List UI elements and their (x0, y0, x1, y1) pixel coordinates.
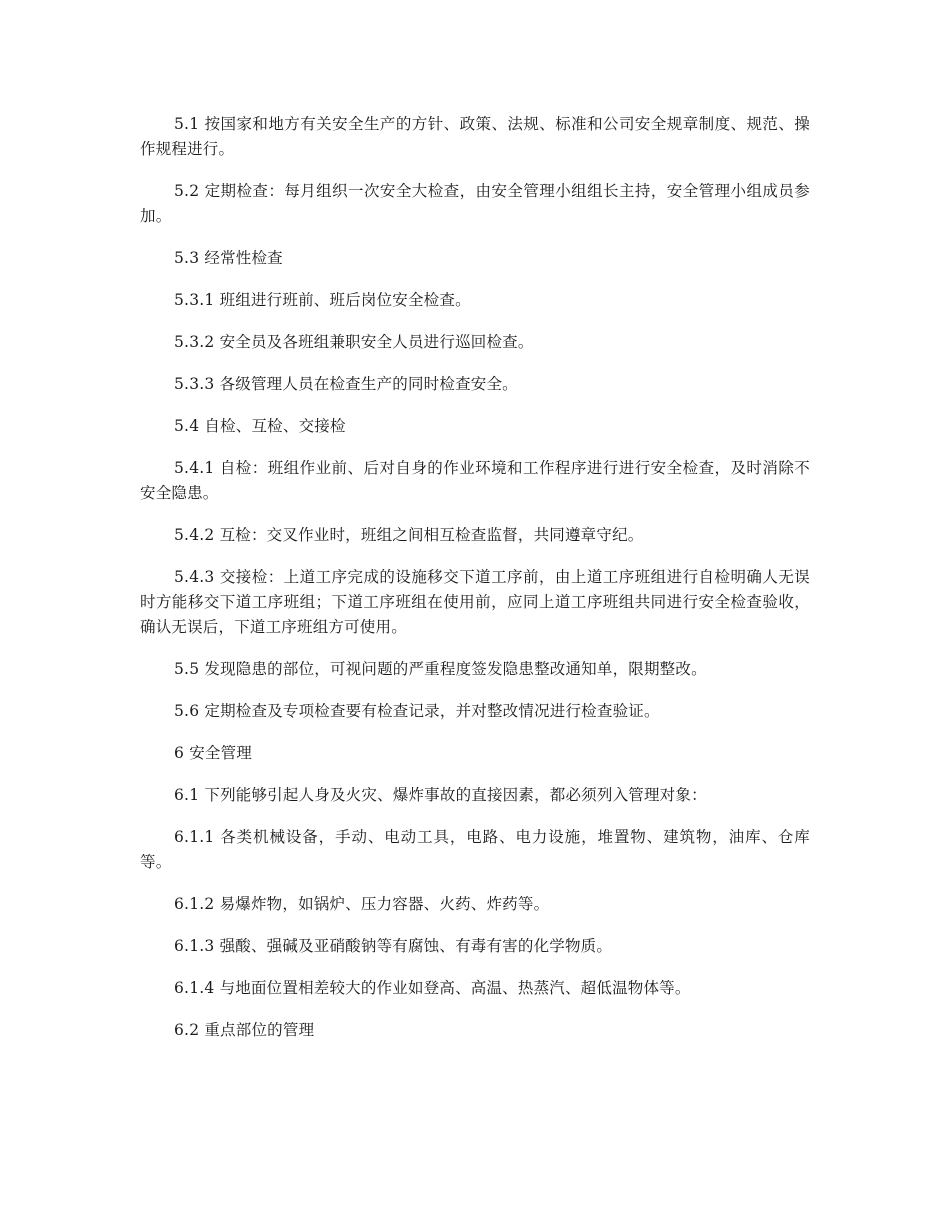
paragraph-5-3-2: 5.3.2 安全员及各班组兼职安全人员进行巡回检查。 (174, 333, 534, 351)
heading-5-4: 5.4 自检、互检、交接检 (174, 417, 346, 435)
paragraph-5-4-2: 5.4.2 互检：交叉作业时，班组之间相互检查监督，共同遵章守纪。 (174, 526, 644, 544)
paragraph-6-1-1: 6.1.1 各类机械设备，手动、电动工具，电路、电力设施，堆置物、建筑物，油库、仓库等。 (140, 828, 810, 871)
paragraph-5-6: 5.6 定期检查及专项检查要有检查记录，并对整改情况进行检查验证。 (174, 702, 660, 720)
document-page (140, 112, 810, 1060)
paragraph-6-1-3: 6.1.3 强酸、强碱及亚硝酸钠等有腐蚀、有毒有害的化学物质。 (174, 937, 613, 955)
paragraph-5-4-1: 5.4.1 自检：班组作业前、后对自身的作业环境和工作程序进行进行安全检查，及时消除不安全隐患。 (140, 459, 810, 502)
heading-5-3: 5.3 经常性检查 (174, 249, 283, 267)
heading-6-2: 6.2 重点部位的管理 (174, 1021, 315, 1039)
paragraph-6-1: 6.1 下列能够引起人身及火灾、爆炸事故的直接因素，都必须列入管理对象： (174, 786, 707, 804)
heading-6: 6 安全管理 (174, 744, 252, 762)
paragraph-5-4-3: 5.4.3 交接检：上道工序完成的设施移交下道工序前，由上道工序班组进行自检明确人无误时方能移交下道工序班组；下道工序班组在使用前，应同上道工序班组共同进行安全检查验收，确认无误后，下道工序班组方可使用。 (140, 568, 810, 636)
paragraph-5-5: 5.5 发现隐患的部位，可视问题的严重程度签发隐患整改通知单，限期整改。 (174, 660, 707, 678)
paragraph-5-1: 5.1 按国家和地方有关安全生产的方针、政策、法规、标准和公司安全规章制度、规范、操作规程进行。 (140, 115, 810, 158)
paragraph-5-2: 5.2 定期检查：每月组织一次安全大检查，由安全管理小组组长主持，安全管理小组成员参加。 (140, 182, 810, 225)
paragraph-6-1-2: 6.1.2 易爆炸物，如锅炉、压力容器、火药、炸药等。 (174, 895, 550, 913)
paragraph-5-3-3: 5.3.3 各级管理人员在检查生产的同时检查安全。 (174, 375, 518, 393)
paragraph-6-1-4: 6.1.4 与地面位置相差较大的作业如登高、高温、热蒸汽、超低温物体等。 (174, 979, 691, 997)
paragraph-5-3-1: 5.3.1 班组进行班前、班后岗位安全检查。 (174, 291, 471, 309)
